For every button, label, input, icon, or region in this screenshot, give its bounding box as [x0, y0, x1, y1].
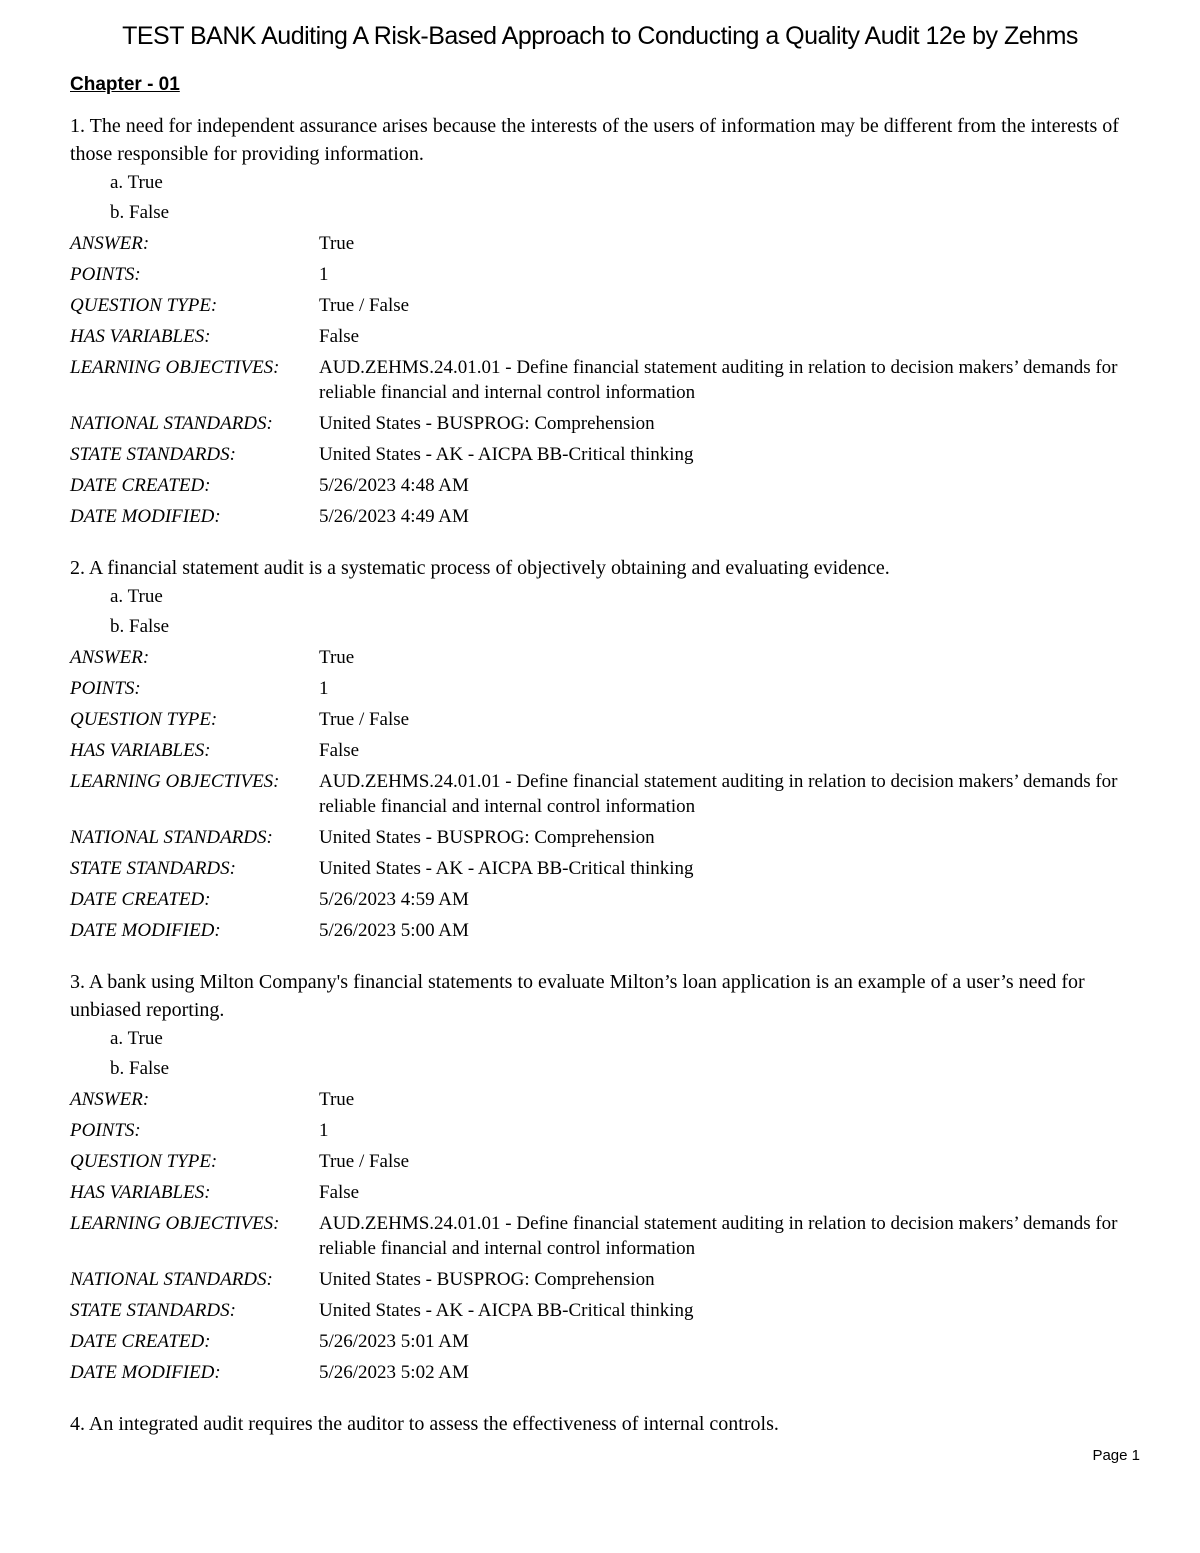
meta-row-question-type [70, 1146, 1140, 1177]
meta-row-points [70, 259, 1140, 290]
date-modified-value: 5/26/2023 4:49 AM [319, 506, 469, 527]
national-standards-value: United States - BUSPROG: Comprehension [319, 1269, 655, 1290]
page-number: Page 1 [1092, 1447, 1140, 1464]
question-list [70, 112, 1140, 1460]
date-modified-value: 5/26/2023 5:00 AM [319, 920, 469, 941]
meta-row-learning-objectives [70, 352, 1140, 408]
date-created-value: 5/26/2023 4:59 AM [319, 889, 469, 910]
meta-row-national-standards [70, 1264, 1140, 1295]
answer-value: True [319, 647, 355, 668]
date-created-label: DATE CREATED: [70, 1331, 211, 1352]
meta-row-learning-objectives [70, 1208, 1140, 1264]
answer-label: ANSWER: [70, 1089, 150, 1110]
date-created-value: 5/26/2023 5:01 AM [319, 1331, 469, 1352]
question-4 [70, 1410, 1140, 1438]
choice-b: b. False [110, 1058, 170, 1079]
date-created-value: 5/26/2023 4:48 AM [319, 475, 469, 496]
question-text: 4. An integrated audit requires the auditor to assess the effectiveness of internal controls. [70, 1413, 779, 1435]
question-metadata [70, 228, 1140, 532]
meta-row-state-standards [70, 1295, 1140, 1326]
meta-row-points [70, 1115, 1140, 1146]
choice-list [70, 1024, 1140, 1084]
points-value: 1 [319, 1120, 329, 1141]
meta-row-points [70, 673, 1140, 704]
meta-row-date-created [70, 884, 1140, 915]
question-1 [70, 112, 1140, 532]
meta-row-state-standards [70, 853, 1140, 884]
question-type-value: True / False [319, 295, 410, 316]
meta-row-has-variables [70, 321, 1140, 352]
meta-row-answer [70, 642, 1140, 673]
question-type-label: QUESTION TYPE: [70, 709, 218, 730]
question-2 [70, 554, 1140, 946]
choice-list [70, 168, 1140, 228]
question-metadata [70, 642, 1140, 946]
learning-objectives-value: AUD.ZEHMS.24.01.01 - Define financial statement auditing in relation to decision makers’ demands for reliable financial and internal control information [319, 771, 1118, 817]
meta-row-national-standards [70, 822, 1140, 853]
choice-a: a. True [110, 586, 163, 607]
meta-row-date-created [70, 1326, 1140, 1357]
date-modified-label: DATE MODIFIED: [70, 920, 221, 941]
learning-objectives-value: AUD.ZEHMS.24.01.01 - Define financial statement auditing in relation to decision makers’ demands for reliable financial and internal control information [319, 357, 1118, 403]
question-type-value: True / False [319, 1151, 410, 1172]
learning-objectives-label: LEARNING OBJECTIVES: [70, 771, 280, 792]
has-variables-value: False [319, 1182, 360, 1203]
question-type-label: QUESTION TYPE: [70, 295, 218, 316]
meta-row-date-modified [70, 1357, 1140, 1388]
state-standards-label: STATE STANDARDS: [70, 444, 236, 465]
question-3 [70, 968, 1140, 1388]
has-variables-value: False [319, 740, 360, 761]
date-modified-value: 5/26/2023 5:02 AM [319, 1362, 469, 1383]
meta-row-date-created [70, 470, 1140, 501]
choice-list [70, 582, 1140, 642]
points-value: 1 [319, 678, 329, 699]
national-standards-label: NATIONAL STANDARDS: [70, 827, 273, 848]
has-variables-label: HAS VARIABLES: [70, 326, 211, 347]
meta-row-question-type [70, 704, 1140, 735]
answer-value: True [319, 233, 355, 254]
national-standards-label: NATIONAL STANDARDS: [70, 1269, 273, 1290]
meta-row-state-standards [70, 439, 1140, 470]
question-type-value: True / False [319, 709, 410, 730]
has-variables-label: HAS VARIABLES: [70, 740, 211, 761]
chapter-heading: Chapter - 01 [70, 74, 180, 95]
has-variables-label: HAS VARIABLES: [70, 1182, 211, 1203]
date-modified-label: DATE MODIFIED: [70, 506, 221, 527]
choice-a: a. True [110, 172, 163, 193]
state-standards-label: STATE STANDARDS: [70, 1300, 236, 1321]
meta-row-national-standards [70, 408, 1140, 439]
answer-value: True [319, 1089, 355, 1110]
question-metadata [70, 1084, 1140, 1388]
points-value: 1 [319, 264, 329, 285]
national-standards-label: NATIONAL STANDARDS: [70, 413, 273, 434]
answer-label: ANSWER: [70, 233, 150, 254]
answer-label: ANSWER: [70, 647, 150, 668]
meta-row-has-variables [70, 735, 1140, 766]
meta-row-answer [70, 228, 1140, 259]
state-standards-value: United States - AK - AICPA BB-Critical thinking [319, 444, 694, 465]
meta-row-question-type [70, 290, 1140, 321]
meta-row-has-variables [70, 1177, 1140, 1208]
choice-b: b. False [110, 616, 170, 637]
choice-b: b. False [110, 202, 170, 223]
question-type-label: QUESTION TYPE: [70, 1151, 218, 1172]
has-variables-value: False [319, 326, 360, 347]
meta-row-answer [70, 1084, 1140, 1115]
date-created-label: DATE CREATED: [70, 475, 211, 496]
meta-row-learning-objectives [70, 766, 1140, 822]
points-label: POINTS: [70, 678, 141, 699]
points-label: POINTS: [70, 264, 141, 285]
state-standards-value: United States - AK - AICPA BB-Critical thinking [319, 1300, 694, 1321]
choice-a: a. True [110, 1028, 163, 1049]
date-modified-label: DATE MODIFIED: [70, 1362, 221, 1383]
national-standards-value: United States - BUSPROG: Comprehension [319, 413, 655, 434]
points-label: POINTS: [70, 1120, 141, 1141]
learning-objectives-label: LEARNING OBJECTIVES: [70, 1213, 280, 1234]
meta-row-date-modified [70, 915, 1140, 946]
learning-objectives-label: LEARNING OBJECTIVES: [70, 357, 280, 378]
state-standards-label: STATE STANDARDS: [70, 858, 236, 879]
meta-row-date-modified [70, 501, 1140, 532]
question-text: 3. A bank using Milton Company's financial statements to evaluate Milton’s loan application is an example of a user’s need for unbiased reporting. [70, 971, 1085, 1021]
date-created-label: DATE CREATED: [70, 889, 211, 910]
page-title: TEST BANK Auditing A Risk-Based Approach to Conducting a Quality Audit 12e by Zehms [122, 22, 1078, 50]
state-standards-value: United States - AK - AICPA BB-Critical thinking [319, 858, 694, 879]
learning-objectives-value: AUD.ZEHMS.24.01.01 - Define financial statement auditing in relation to decision makers’ demands for reliable financial and internal control information [319, 1213, 1118, 1259]
question-text: 1. The need for independent assurance arises because the interests of the users of information may be different from the interests of those responsible for providing information. [70, 115, 1119, 165]
question-text: 2. A financial statement audit is a systematic process of objectively obtaining and evaluating evidence. [70, 557, 890, 579]
national-standards-value: United States - BUSPROG: Comprehension [319, 827, 655, 848]
